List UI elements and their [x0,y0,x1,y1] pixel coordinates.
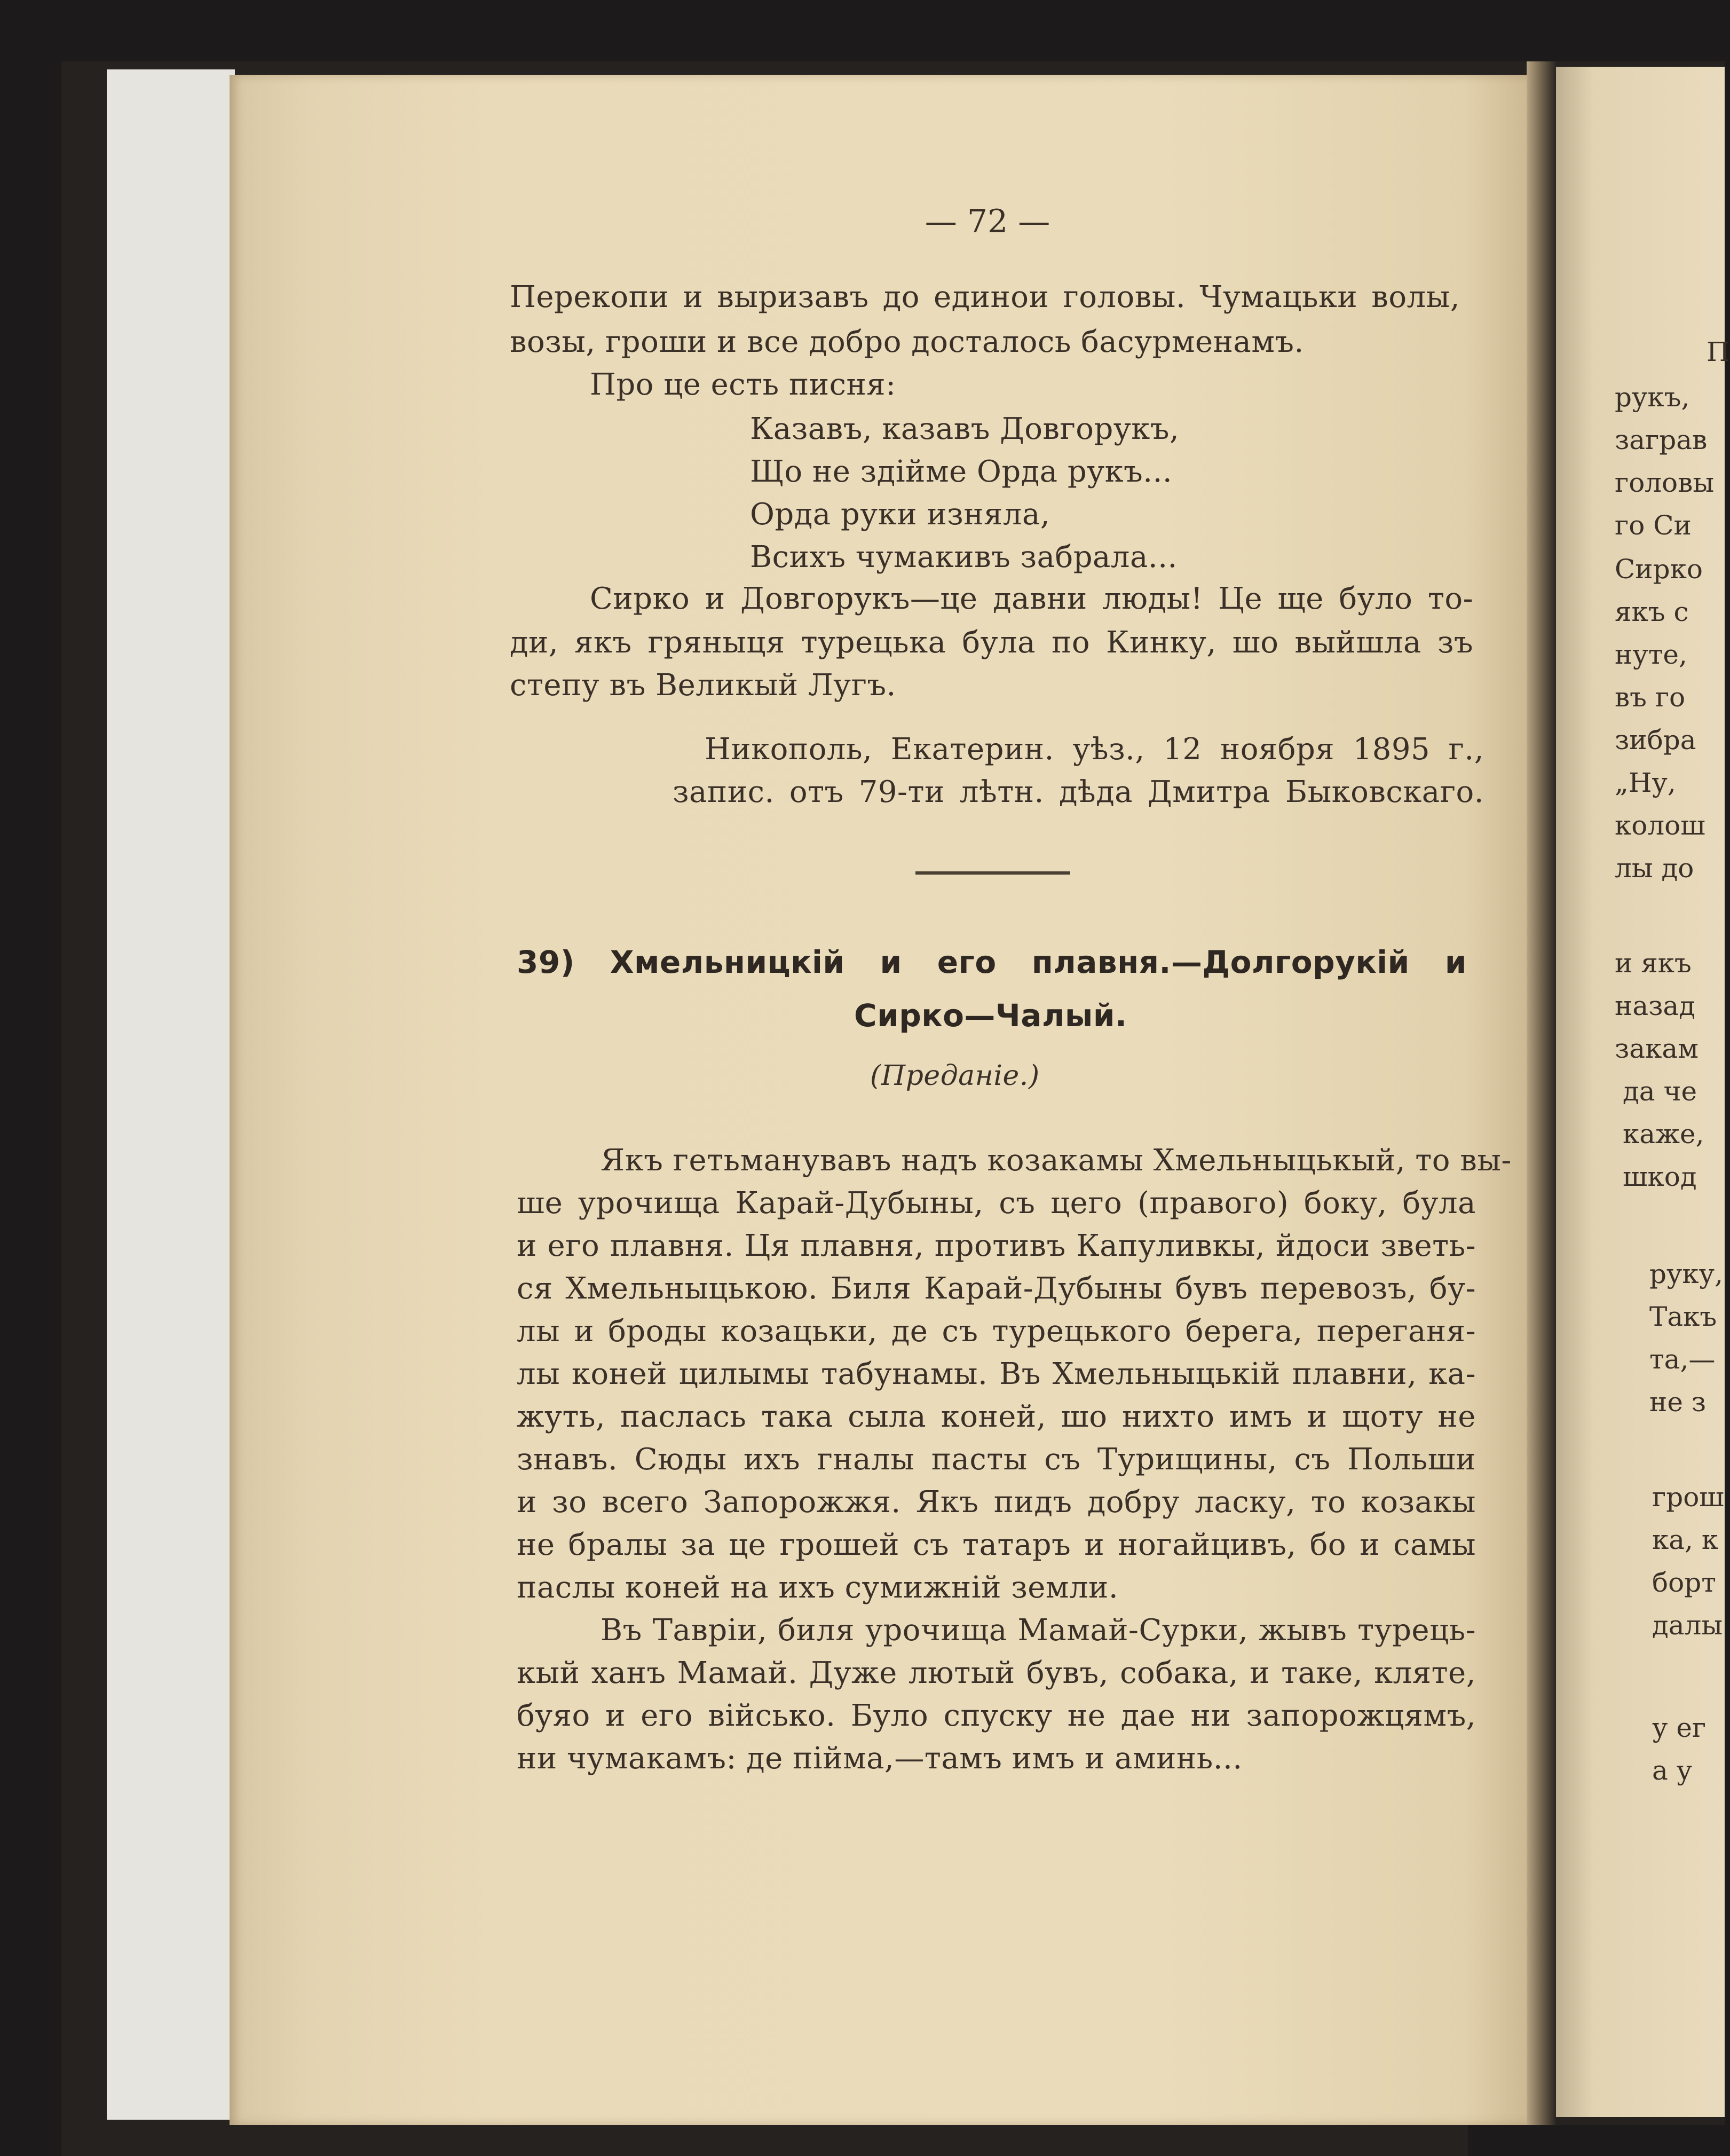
body-line: знавъ. Сюды ихъ гналы пасты съ Турищины, съ Польши [517,1442,1476,1477]
verse-line: Що не здійме Орда рукъ... [750,454,1173,489]
cropped-text: якъ с [1615,596,1689,627]
cropped-text: не з [1649,1387,1707,1418]
separator-rule [915,871,1070,875]
cropped-text: ка, к [1652,1524,1719,1555]
cropped-text: у ег [1652,1712,1707,1743]
cropped-text: борт [1652,1567,1716,1598]
body-line: ся Хмельныцькою. Биля Карай-Дубыны бувъ перевозъ, бу- [517,1271,1476,1306]
cropped-text: Такъ [1649,1301,1717,1332]
cropped-text: рукъ, [1615,382,1690,413]
body-line: кый ханъ Мамай. Дуже лютый бувъ, собака, и таке, кляте, [517,1656,1476,1690]
cropped-text: шкод [1623,1161,1697,1192]
source-note: Никополь, Екатерин. уѣз., 12 ноября 1895 г., [705,732,1484,767]
section-heading: 39) Хмельницкій и его плавня.—Долгорукій и [517,944,1467,980]
cropped-text: нуте, [1615,639,1687,670]
page-number: — 72 — [925,203,1050,240]
body-line: паслы коней на ихъ сумижній земли. [517,1570,1119,1605]
body-line: ни чумакамъ: де пійма,—тамъ имъ и аминь... [517,1741,1243,1776]
body-line: лы и броды козацьки, де съ турецького берега, переганя- [517,1314,1476,1349]
section-subtitle: (Преданіе.) [870,1060,1040,1092]
section-heading: Сирко—Чалый. [854,997,1127,1034]
source-note: запис. отъ 79-ти лѣтн. дѣда Дмитра Быковскаго. [673,775,1484,809]
cropped-text: руку, [1649,1258,1723,1289]
cropped-text: далы [1652,1610,1723,1641]
body-line: буяо и его військо. Було спуску не дае ни запорожцямъ, [517,1698,1476,1733]
body-line: лы коней цилымы табунамы. Въ Хмельныцькій плавни, ка- [517,1357,1476,1391]
body-line: ше урочища Карай-Дубыны, съ цего (правого) боку, була [517,1186,1476,1221]
cropped-text: да че [1623,1076,1697,1107]
body-line: и зо всего Запорожжя. Якъ пидъ добру ласку, то козакы [517,1485,1476,1520]
text-line: Перекопи и выризавъ до единои головы. Чумацьки волы, [510,280,1460,314]
cropped-text: грош [1652,1482,1724,1513]
text-line: ди, якъ гряныця турецька була по Кинку, шо выйшла зъ [510,625,1473,660]
underlying-sheet [107,69,235,2120]
text-line: Сирко и Довгорукъ—це давни люды! Це ще було то- [590,581,1473,616]
cropped-text: заграв [1615,424,1708,455]
cropped-text: колош [1615,810,1705,841]
body-line: и его плавня. Ця плавня, противъ Капуливкы, йдоси зветь- [517,1229,1476,1263]
cropped-text: зибра [1615,725,1696,756]
cropped-text: а у [1652,1755,1693,1786]
body-line: Въ Тавріи, биля урочища Мамай-Сурки, жывъ турець- [601,1613,1476,1648]
cropped-text: „Ну, [1615,767,1676,798]
body-line: жуть, паслась така сыла коней, шо нихто имъ и щоту не [517,1399,1476,1434]
cropped-text: та,— [1649,1344,1716,1375]
verse-line: Орда руки изняла, [750,497,1050,532]
cropped-text: закам [1615,1033,1699,1064]
cropped-text: и якъ [1615,948,1692,979]
text-line: степу въ Великый Лугъ. [510,668,896,703]
verse-line: Всихъ чумакивъ забрала... [750,540,1178,575]
right-page [1556,67,1730,2117]
text-line: возы, гроши и все добро досталось басурменамъ. [510,325,1304,359]
verse-line: Казавъ, казавъ Довгорукъ, [750,412,1180,446]
cropped-text: го Си [1615,510,1692,541]
cropped-text: назад [1615,990,1696,1021]
cropped-text: каже, [1623,1119,1704,1150]
cropped-text: лы до [1615,853,1694,884]
cropped-text: въ го [1615,682,1686,713]
body-line: Якъ гетьманувавъ надъ козакамы Хмельныцькый, то вы- [601,1143,1512,1178]
cropped-text: головы [1615,467,1715,498]
book-gutter [1527,61,1556,2156]
scan-edge [1468,2125,1725,2156]
text-line: Про це есть писня: [590,367,896,402]
cropped-text: Сирко [1615,554,1703,585]
cropped-text: П [1707,336,1730,367]
body-line: не бралы за це грошей съ татаръ и ногайцивъ, бо и самы [517,1528,1476,1562]
